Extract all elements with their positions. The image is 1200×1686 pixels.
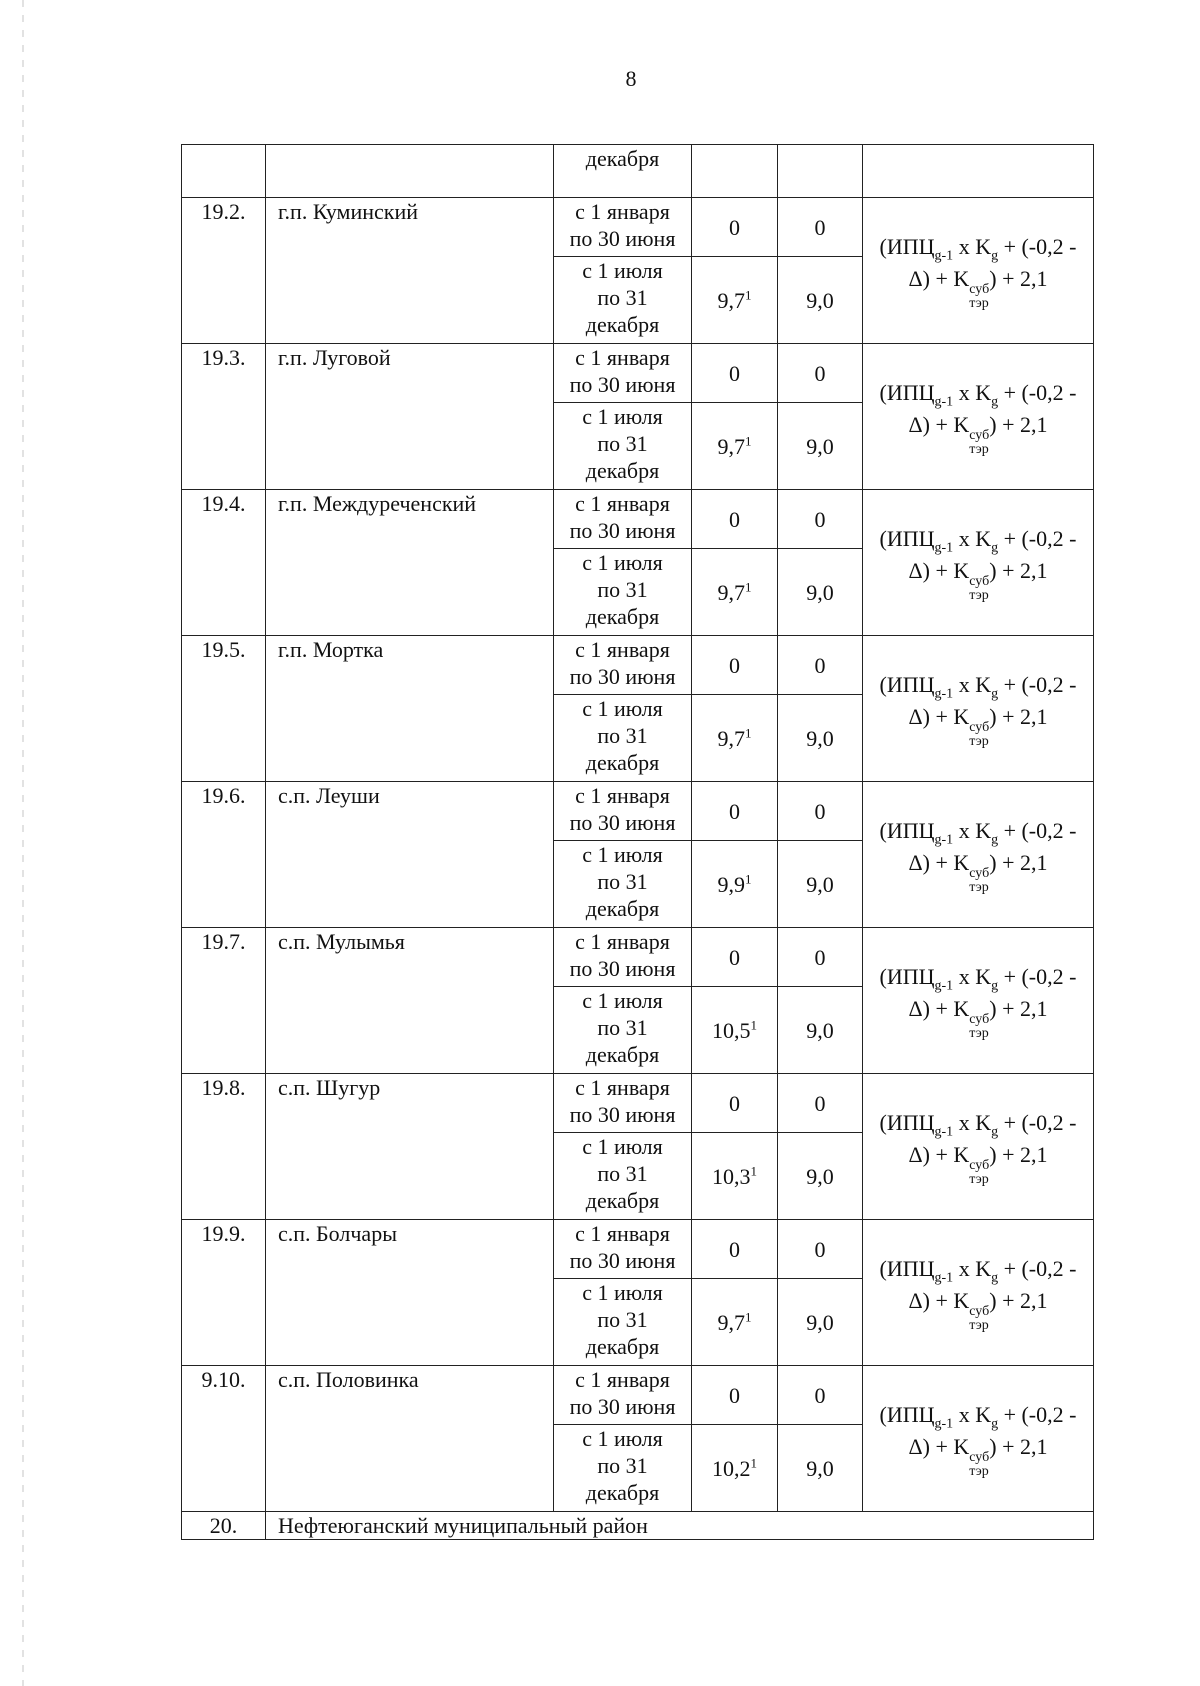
period-line: декабря: [585, 1334, 660, 1359]
period-line: с 1 июля: [582, 550, 663, 575]
footnote-mark: 1: [745, 725, 752, 741]
formula-text: + (-0,2 -: [998, 963, 1077, 989]
period-line: по 31: [597, 869, 648, 894]
formula-supsub: [969, 1451, 989, 1479]
period-line: по 31: [597, 577, 648, 602]
formula-text: Δ) + K: [908, 265, 970, 291]
value-cell-2: 0: [778, 1074, 863, 1133]
value-cell-2: 0: [778, 928, 863, 987]
formula-line-1: [863, 377, 1093, 409]
value-cell-2: 0: [778, 198, 863, 257]
period-cell: [554, 636, 692, 695]
formula-cell: [863, 636, 1094, 782]
period-line: с 1 января: [575, 929, 670, 954]
formula-supsub: [969, 1305, 989, 1333]
formula-superscript: суб: [969, 1449, 990, 1465]
period-cell: [554, 987, 692, 1074]
period-line: по 30 июня: [569, 1248, 676, 1273]
value-cell-1: 0: [692, 344, 778, 403]
value-cell-1: 0: [692, 928, 778, 987]
formula-supsub: [969, 1159, 989, 1187]
value-text: 9,7: [717, 579, 745, 605]
period-cell: [554, 841, 692, 928]
value-cell-2: 9,0: [778, 403, 863, 490]
formula-cell: [863, 490, 1094, 636]
table-row-district: [182, 1512, 1094, 1540]
formula-cell: [863, 344, 1094, 490]
value-cell-2: 9,0: [778, 695, 863, 782]
footnote-mark: 1: [745, 433, 752, 449]
page-number: 8: [625, 66, 637, 91]
value-text: 10,5: [712, 1017, 751, 1043]
value-cell-1: 0: [692, 1220, 778, 1279]
cell-empty: [182, 145, 266, 198]
formula-text: x K: [953, 1255, 992, 1281]
formula-subscript: g: [991, 247, 999, 263]
value-cell-1: 0: [692, 1366, 778, 1425]
formula-superscript: суб: [969, 1157, 990, 1173]
value-cell-2: 9,0: [778, 1425, 863, 1512]
value-text: 9,7: [717, 1309, 745, 1335]
formula-superscript: суб: [969, 573, 990, 589]
period-cell: [554, 490, 692, 549]
value-text: 9,7: [717, 433, 745, 459]
value-cell-1: [692, 1425, 778, 1512]
table-row-continuation: [182, 145, 1094, 198]
value-cell-1: 0: [692, 490, 778, 549]
formula-superscript: суб: [969, 281, 990, 297]
formula-supsub: [969, 721, 989, 749]
value-cell-2: 9,0: [778, 1133, 863, 1220]
formula-text: ) + 2,1: [989, 703, 1048, 729]
formula-supsub: [969, 1013, 989, 1041]
formula-subscript: g-1: [934, 685, 954, 701]
period-cell: [554, 1366, 692, 1425]
row-number: 20.: [182, 1512, 266, 1540]
period-line: декабря: [585, 1480, 660, 1505]
row-number: 19.7.: [182, 928, 266, 1074]
formula-line-2: [863, 1431, 1093, 1479]
value-cell-2: 9,0: [778, 841, 863, 928]
period-line: декабря: [585, 896, 660, 921]
formula-line-2: [863, 1285, 1093, 1333]
formula-line-1: [863, 523, 1093, 555]
formula-text: (ИПЦ: [879, 525, 935, 551]
period-cell: [554, 549, 692, 636]
district-name: Нефтеюганский муниципальный район: [266, 1512, 1094, 1540]
table-row: [182, 1366, 1094, 1425]
formula-subscript: тэр: [969, 1171, 989, 1187]
period-line: по 31: [597, 723, 648, 748]
formula-line-2: [863, 555, 1093, 603]
formula-text: x K: [953, 1401, 992, 1427]
formula-line-2: [863, 847, 1093, 895]
formula-line-2: [863, 1139, 1093, 1187]
formula-subscript: g: [991, 1415, 999, 1431]
formula-text: ) + 2,1: [989, 557, 1048, 583]
formula-superscript: суб: [969, 719, 990, 735]
footnote-mark: 1: [745, 579, 752, 595]
period-line: декабря: [585, 312, 660, 337]
table-row: [182, 636, 1094, 695]
value-cell-1: [692, 549, 778, 636]
period-line: декабря: [585, 750, 660, 775]
period-line: декабря: [585, 1042, 660, 1067]
value-cell-2: 0: [778, 344, 863, 403]
formula-text: Δ) + K: [908, 1287, 970, 1313]
settlement-name: г.п. Луговой: [266, 344, 554, 490]
formula-subscript: g-1: [934, 1123, 954, 1139]
value-cell-1: 0: [692, 198, 778, 257]
cell-empty: [692, 145, 778, 198]
period-line: по 31: [597, 1015, 648, 1040]
formula-text: (ИПЦ: [879, 1401, 935, 1427]
formula-text: + (-0,2 -: [998, 1255, 1077, 1281]
row-number: 19.9.: [182, 1220, 266, 1366]
formula-subscript: g: [991, 393, 999, 409]
formula-subscript: тэр: [969, 733, 989, 749]
formula-subscript: g: [991, 1269, 999, 1285]
period-line: с 1 января: [575, 637, 670, 662]
period-line: по 31: [597, 1453, 648, 1478]
formula-text: Δ) + K: [908, 995, 970, 1021]
value-cell-2: 0: [778, 490, 863, 549]
formula-subscript: g-1: [934, 977, 954, 993]
formula-text: ) + 2,1: [989, 849, 1048, 875]
formula-text: (ИПЦ: [879, 1109, 935, 1135]
formula-text: Δ) + K: [908, 703, 970, 729]
table-row: [182, 1074, 1094, 1133]
formula-line-1: [863, 1399, 1093, 1431]
period-line: с 1 июля: [582, 1134, 663, 1159]
footnote-mark: 1: [750, 1455, 757, 1471]
period-line: с 1 января: [575, 491, 670, 516]
period-cell: [554, 403, 692, 490]
value-text: 9,7: [717, 287, 745, 313]
table-row: [182, 928, 1094, 987]
value-cell-2: 0: [778, 782, 863, 841]
formula-text: ) + 2,1: [989, 1141, 1048, 1167]
formula-subscript: g: [991, 977, 999, 993]
formula-cell: [863, 1074, 1094, 1220]
period-cell: [554, 198, 692, 257]
period-cell: [554, 1425, 692, 1512]
settlement-name: г.п. Куминский: [266, 198, 554, 344]
formula-subscript: тэр: [969, 1317, 989, 1333]
period-line: по 31: [597, 285, 648, 310]
formula-text: ) + 2,1: [989, 265, 1048, 291]
settlement-name: с.п. Леуши: [266, 782, 554, 928]
formula-text: ) + 2,1: [989, 995, 1048, 1021]
formula-subscript: g-1: [934, 1269, 954, 1285]
formula-cell: [863, 198, 1094, 344]
table-row: [182, 1220, 1094, 1279]
row-number: 19.4.: [182, 490, 266, 636]
period-cell: [554, 695, 692, 782]
period-line: декабря: [585, 604, 660, 629]
period-cell: [554, 344, 692, 403]
footnote-mark: 1: [745, 287, 752, 303]
formula-line-2: [863, 409, 1093, 457]
formula-subscript: тэр: [969, 1025, 989, 1041]
period-line: по 31: [597, 1307, 648, 1332]
value-cell-1: [692, 695, 778, 782]
period-cell: [554, 782, 692, 841]
table-row: [182, 198, 1094, 257]
value-text: 10,2: [712, 1455, 751, 1481]
formula-subscript: g-1: [934, 831, 954, 847]
formula-subscript: g: [991, 539, 999, 555]
period-line: по 30 июня: [569, 226, 676, 251]
formula-line-2: [863, 263, 1093, 311]
period-line: по 30 июня: [569, 372, 676, 397]
value-cell-1: [692, 841, 778, 928]
formula-text: x K: [953, 1109, 992, 1135]
value-cell-1: [692, 257, 778, 344]
value-text: 9,7: [717, 725, 745, 751]
footnote-mark: 1: [750, 1163, 757, 1179]
formula-cell: [863, 1220, 1094, 1366]
period-line: с 1 июля: [582, 258, 663, 283]
formula-line-1: [863, 1253, 1093, 1285]
formula-text: (ИПЦ: [879, 379, 935, 405]
formula-text: x K: [953, 379, 992, 405]
period-line: по 30 июня: [569, 1102, 676, 1127]
period-line: с 1 июля: [582, 1426, 663, 1451]
settlement-name: г.п. Мортка: [266, 636, 554, 782]
period-line: с 1 июля: [582, 696, 663, 721]
row-number: 19.5.: [182, 636, 266, 782]
formula-text: Δ) + K: [908, 1433, 970, 1459]
formula-subscript: тэр: [969, 879, 989, 895]
footnote-mark: 1: [745, 871, 752, 887]
period-cell: [554, 1279, 692, 1366]
formula-line-1: [863, 231, 1093, 263]
formula-text: + (-0,2 -: [998, 1109, 1077, 1135]
period-line: по 30 июня: [569, 664, 676, 689]
formula-subscript: тэр: [969, 587, 989, 603]
period-line: с 1 июля: [582, 988, 663, 1013]
formula-subscript: g-1: [934, 247, 954, 263]
row-number: 19.8.: [182, 1074, 266, 1220]
period-line: по 31: [597, 1161, 648, 1186]
formula-line-2: [863, 993, 1093, 1041]
row-number: 9.10.: [182, 1366, 266, 1512]
formula-text: (ИПЦ: [879, 233, 935, 259]
value-text: 10,3: [712, 1163, 751, 1189]
period-cell: [554, 145, 692, 198]
period-line: по 31: [597, 431, 648, 456]
cell-empty: [266, 145, 554, 198]
period-cell: [554, 257, 692, 344]
period-line: с 1 июля: [582, 842, 663, 867]
value-cell-2: 9,0: [778, 1279, 863, 1366]
footnote-mark: 1: [750, 1017, 757, 1033]
value-cell-2: 0: [778, 636, 863, 695]
formula-line-1: [863, 1107, 1093, 1139]
formula-line-1: [863, 815, 1093, 847]
formula-text: + (-0,2 -: [998, 671, 1077, 697]
formula-text: x K: [953, 671, 992, 697]
formula-text: Δ) + K: [908, 1141, 970, 1167]
formula-text: x K: [953, 233, 992, 259]
formula-text: Δ) + K: [908, 557, 970, 583]
formula-superscript: суб: [969, 1011, 990, 1027]
period-cell: [554, 928, 692, 987]
value-cell-2: 0: [778, 1220, 863, 1279]
footnote-mark: 1: [745, 1309, 752, 1325]
formula-superscript: суб: [969, 1303, 990, 1319]
row-number: 19.2.: [182, 198, 266, 344]
period-line: по 30 июня: [569, 956, 676, 981]
formula-text: + (-0,2 -: [998, 525, 1077, 551]
formula-subscript: g: [991, 831, 999, 847]
value-cell-1: [692, 1133, 778, 1220]
formula-subscript: тэр: [969, 1463, 989, 1479]
period-cell: [554, 1074, 692, 1133]
formula-supsub: [969, 867, 989, 895]
formula-subscript: g: [991, 685, 999, 701]
formula-line-2: [863, 701, 1093, 749]
formula-supsub: [969, 429, 989, 457]
period-line: с 1 января: [575, 783, 670, 808]
settlement-name: г.п. Междуреченский: [266, 490, 554, 636]
formula-text: + (-0,2 -: [998, 817, 1077, 843]
formula-text: (ИПЦ: [879, 963, 935, 989]
cell-empty: [778, 145, 863, 198]
formula-subscript: g-1: [934, 539, 954, 555]
period-line: декабря: [585, 1188, 660, 1213]
value-text: 9,9: [717, 871, 745, 897]
cell-empty: [863, 145, 1094, 198]
formula-text: x K: [953, 963, 992, 989]
value-cell-2: 9,0: [778, 257, 863, 344]
period-line: по 30 июня: [569, 1394, 676, 1419]
row-number: 19.3.: [182, 344, 266, 490]
formula-text: ) + 2,1: [989, 1433, 1048, 1459]
table-row: [182, 344, 1094, 403]
formula-line-1: [863, 669, 1093, 701]
formula-text: (ИПЦ: [879, 1255, 935, 1281]
formula-subscript: g: [991, 1123, 999, 1139]
formula-text: Δ) + K: [908, 411, 970, 437]
period-line: по 30 июня: [569, 810, 676, 835]
settlement-name: с.п. Половинка: [266, 1366, 554, 1512]
settlement-name: с.п. Мулымья: [266, 928, 554, 1074]
value-cell-1: 0: [692, 782, 778, 841]
value-cell-1: [692, 403, 778, 490]
period-line: с 1 января: [575, 1221, 670, 1246]
period-line: декабря: [585, 146, 660, 171]
formula-text: + (-0,2 -: [998, 1401, 1077, 1427]
formula-supsub: [969, 283, 989, 311]
period-cell: [554, 1220, 692, 1279]
period-line: с 1 июля: [582, 1280, 663, 1305]
value-cell-1: 0: [692, 636, 778, 695]
formula-cell: [863, 928, 1094, 1074]
formula-text: ) + 2,1: [989, 1287, 1048, 1313]
formula-text: (ИПЦ: [879, 817, 935, 843]
value-cell-1: [692, 987, 778, 1074]
scan-edge: [22, 0, 24, 1686]
formula-superscript: суб: [969, 427, 990, 443]
period-line: с 1 января: [575, 345, 670, 370]
settlement-name: с.п. Болчары: [266, 1220, 554, 1366]
formula-subscript: тэр: [969, 295, 989, 311]
period-line: декабря: [585, 458, 660, 483]
value-cell-2: 0: [778, 1366, 863, 1425]
formula-supsub: [969, 575, 989, 603]
value-cell-1: [692, 1279, 778, 1366]
formula-text: ) + 2,1: [989, 411, 1048, 437]
period-line: с 1 июля: [582, 404, 663, 429]
value-cell-2: 9,0: [778, 549, 863, 636]
formula-line-1: [863, 961, 1093, 993]
formula-text: + (-0,2 -: [998, 233, 1077, 259]
period-line: по 30 июня: [569, 518, 676, 543]
formula-text: (ИПЦ: [879, 671, 935, 697]
period-line: с 1 января: [575, 1075, 670, 1100]
table-row: [182, 782, 1094, 841]
row-number: 19.6.: [182, 782, 266, 928]
settlement-name: с.п. Шугур: [266, 1074, 554, 1220]
value-cell-1: 0: [692, 1074, 778, 1133]
formula-cell: [863, 1366, 1094, 1512]
formula-subscript: g-1: [934, 393, 954, 409]
tariff-table: [181, 144, 1094, 1540]
period-line: с 1 января: [575, 1367, 670, 1392]
formula-cell: [863, 782, 1094, 928]
formula-subscript: тэр: [969, 441, 989, 457]
formula-text: x K: [953, 525, 992, 551]
formula-text: + (-0,2 -: [998, 379, 1077, 405]
value-cell-2: 9,0: [778, 987, 863, 1074]
formula-subscript: g-1: [934, 1415, 954, 1431]
table-row: [182, 490, 1094, 549]
formula-text: x K: [953, 817, 992, 843]
period-line: с 1 января: [575, 199, 670, 224]
formula-text: Δ) + K: [908, 849, 970, 875]
period-cell: [554, 1133, 692, 1220]
formula-superscript: суб: [969, 865, 990, 881]
